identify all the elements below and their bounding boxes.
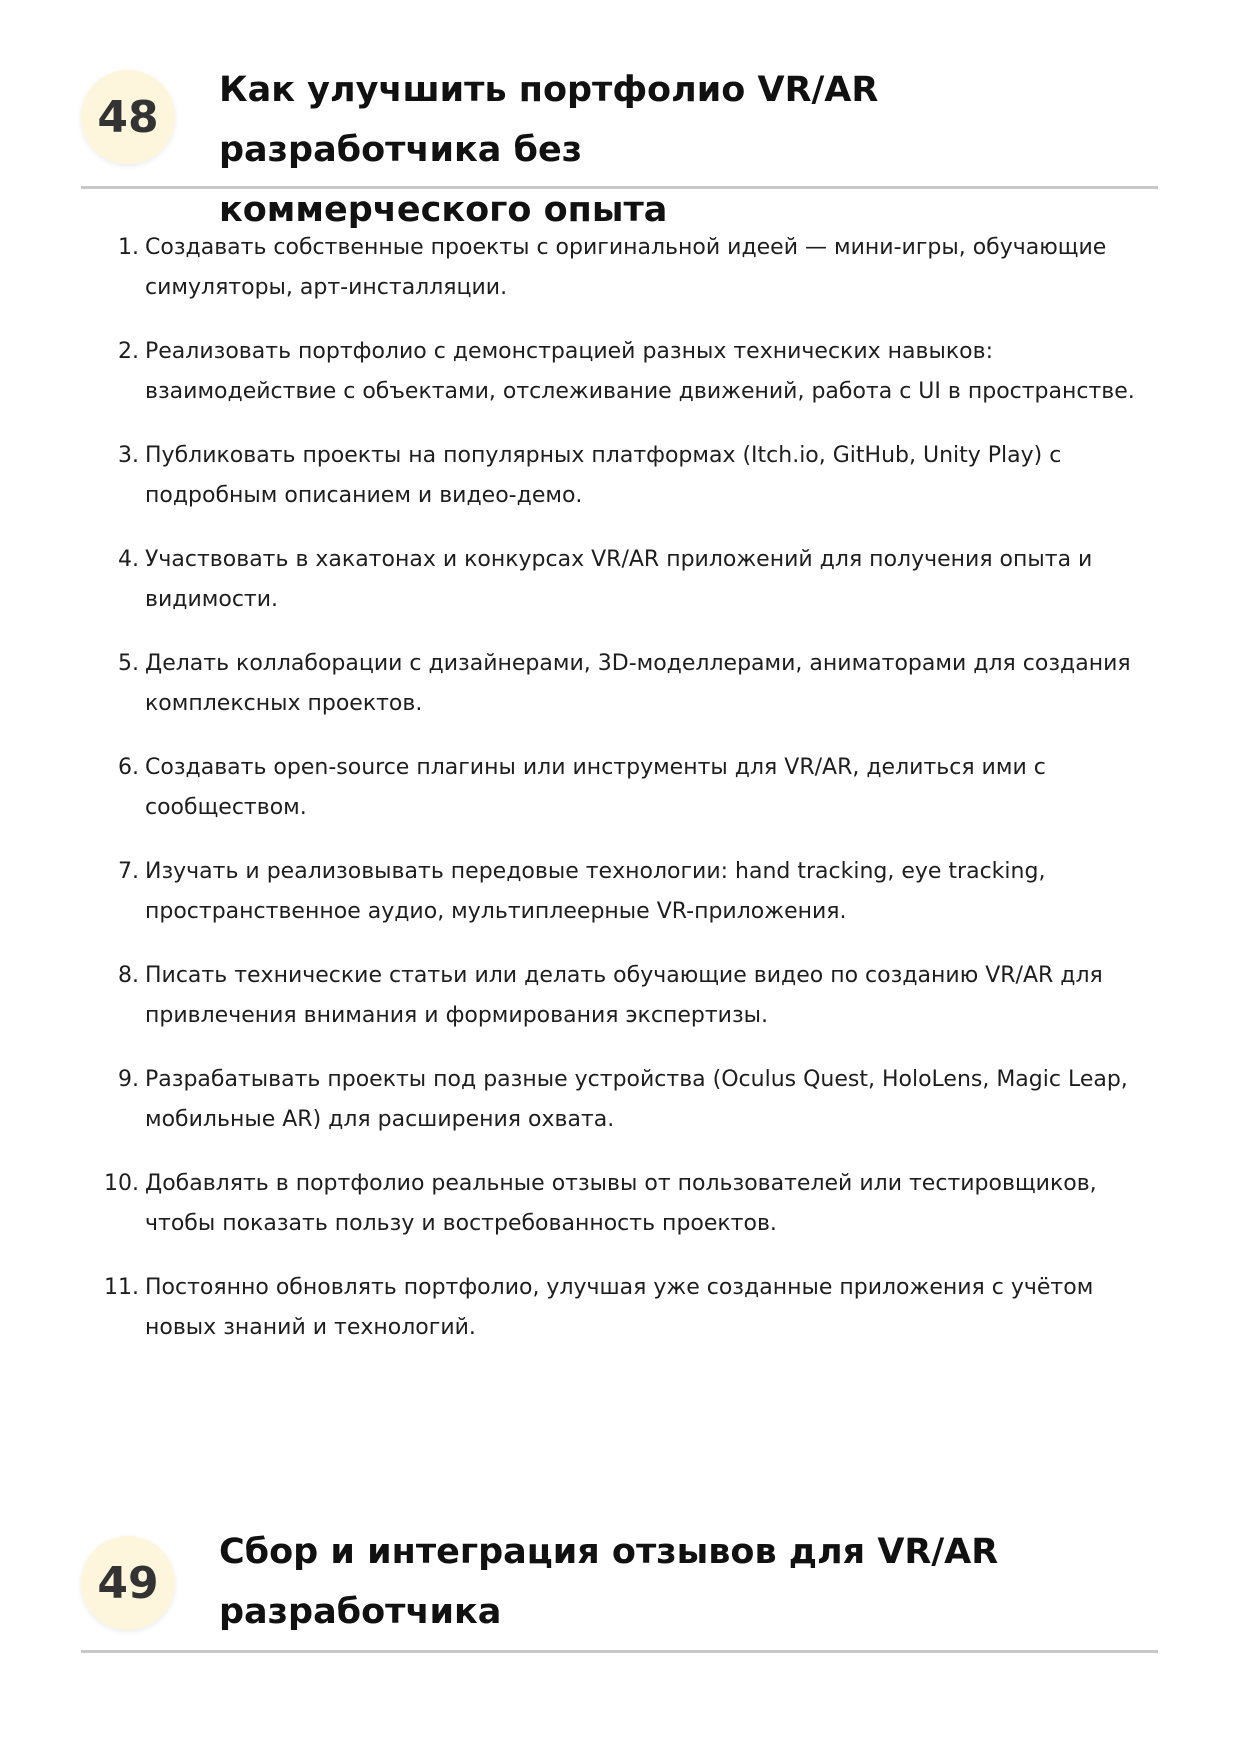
list-item-text: Реализовать портфолио с демонстрацией разных технических навыков: взаимодействие с объектами, отслеживание движений, работа с UI в пространстве.: [145, 339, 1135, 404]
list-item-number: 11.: [104, 1275, 139, 1300]
section-title: [219, 1522, 1158, 1642]
list-item-number: 6.: [118, 755, 139, 780]
list-item: [105, 1060, 1165, 1140]
list-item-text: Постоянно обновлять портфолио, улучшая уже созданные приложения с учётом новых знаний и технологий.: [145, 1275, 1094, 1340]
list-item-text: Публиковать проекты на популярных платформах (Itch.io, GitHub, Unity Play) с подробным описанием и видео-демо.: [145, 443, 1062, 508]
section-title-line-2: разработчика: [219, 1592, 502, 1632]
list-item-number: 1.: [118, 235, 139, 260]
list-item: [105, 436, 1165, 516]
list-item-text: Разрабатывать проекты под разные устройства (Oculus Quest, HoloLens, Magic Leap, мобильные AR) для расширения охвата.: [145, 1067, 1128, 1132]
section-number-badge: 49: [81, 1536, 175, 1630]
list-item-text: Создавать собственные проекты с оригинальной идеей — мини-игры, обучающие симуляторы, арт-инсталляции.: [145, 235, 1107, 300]
list-item-number: 2.: [118, 339, 139, 364]
section-title-line-2: коммерческого опыта: [219, 190, 668, 230]
list-item-number: 5.: [118, 651, 139, 676]
list-item: [105, 1164, 1165, 1244]
list-item: [105, 332, 1165, 412]
list-item-text: Писать технические статьи или делать обучающие видео по созданию VR/AR для привлечения внимания и формирования экспертизы.: [145, 963, 1103, 1028]
list-item-text: Участвовать в хакатонах и конкурсах VR/AR приложений для получения опыта и видимости.: [145, 547, 1093, 612]
list-item-text: Делать коллаборации с дизайнерами, 3D-моделлерами, аниматорами для создания комплексных проектов.: [145, 651, 1131, 716]
list-item: [105, 852, 1165, 932]
list-item-text: Создавать open-source плагины или инструменты для VR/AR, делиться ими с сообществом.: [145, 755, 1046, 820]
list-item: [105, 644, 1165, 724]
list-item-number: 7.: [118, 859, 139, 884]
list-item-text: Изучать и реализовывать передовые технологии: hand tracking, eye tracking, пространственное аудио, мультиплеерные VR-приложения.: [145, 859, 1046, 924]
list-item: [105, 956, 1165, 1036]
list-item: [105, 540, 1165, 620]
list-item: [105, 748, 1165, 828]
list-item-number: 10.: [104, 1171, 139, 1196]
list-item-number: 8.: [118, 963, 139, 988]
tips-list: [105, 228, 1165, 1372]
section-title: [219, 60, 1158, 240]
section-number-badge: 48: [81, 70, 175, 164]
list-item-number: 9.: [118, 1067, 139, 1092]
section-header-49: [81, 1520, 1158, 1653]
list-item-number: 4.: [118, 547, 139, 572]
list-item: [105, 1268, 1165, 1348]
list-item-text: Добавлять в портфолио реальные отзывы от пользователей или тестировщиков, чтобы показать пользу и востребованность проектов.: [145, 1171, 1097, 1236]
section-title-line-1: Как улучшить портфолио VR/AR разработчика без: [219, 70, 879, 170]
section-header-48: [81, 58, 1158, 230]
section-title-line-1: Сбор и интеграция отзывов для VR/AR: [219, 1532, 999, 1572]
list-item-number: 3.: [118, 443, 139, 468]
list-item: [105, 228, 1165, 308]
